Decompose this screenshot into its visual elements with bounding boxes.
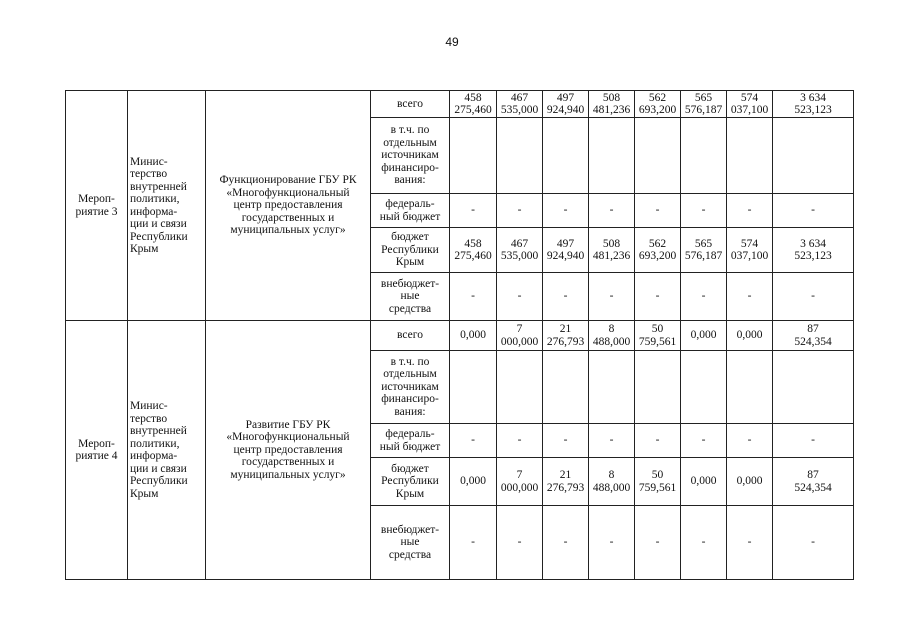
year-value-cell: -	[589, 273, 635, 321]
total-value-cell: -	[773, 194, 854, 228]
year-value-cell: 574 037,100	[727, 91, 773, 118]
measure-cell: Мероп- риятие 3	[66, 91, 128, 321]
year-value-cell: -	[635, 194, 681, 228]
total-value-cell: 3 634 523,123	[773, 228, 854, 273]
funding-source-cell: федераль- ный бюджет	[371, 424, 450, 458]
year-value-cell: 458 275,460	[450, 91, 497, 118]
year-value-cell: 0,000	[450, 321, 497, 351]
table-row	[66, 91, 854, 118]
year-value-cell: 0,000	[727, 321, 773, 351]
year-value-cell: -	[727, 273, 773, 321]
year-value-cell: -	[727, 424, 773, 458]
budget-table	[65, 90, 854, 580]
year-value-cell: -	[681, 273, 727, 321]
year-value-cell: -	[497, 273, 543, 321]
funding-source-cell: всего	[371, 91, 450, 118]
year-value-cell: -	[589, 194, 635, 228]
year-value-cell: 8 488,000	[589, 458, 635, 506]
funding-source-cell: федераль- ный бюджет	[371, 194, 450, 228]
year-value-cell: -	[543, 424, 589, 458]
year-value-cell	[543, 351, 589, 424]
year-value-cell: 0,000	[681, 321, 727, 351]
year-value-cell: -	[727, 506, 773, 580]
total-value-cell	[773, 351, 854, 424]
year-value-cell	[589, 351, 635, 424]
funding-source-cell: в т.ч. по отдельным источникам финансиро- вания:	[371, 351, 450, 424]
year-value-cell: 458 275,460	[450, 228, 497, 273]
year-value-cell: -	[450, 506, 497, 580]
year-value-cell: 497 924,940	[543, 228, 589, 273]
description-cell: Функционирование ГБУ РК «Многофункциональный центр предоставления государственных и муниципальных услуг»	[206, 91, 371, 321]
year-value-cell: 562 693,200	[635, 228, 681, 273]
year-value-cell: 574 037,100	[727, 228, 773, 273]
year-value-cell	[450, 118, 497, 194]
funding-source-cell: внебюджет- ные средства	[371, 273, 450, 321]
funding-source-cell: внебюджет- ные средства	[371, 506, 450, 580]
funding-source-cell: бюджет Республики Крым	[371, 228, 450, 273]
year-value-cell: 8 488,000	[589, 321, 635, 351]
total-value-cell: -	[773, 273, 854, 321]
total-value-cell: -	[773, 424, 854, 458]
funding-source-cell: бюджет Республики Крым	[371, 458, 450, 506]
year-value-cell: -	[635, 506, 681, 580]
page-number: 49	[445, 35, 459, 49]
year-value-cell	[681, 118, 727, 194]
year-value-cell	[727, 351, 773, 424]
table-row	[66, 321, 854, 351]
year-value-cell: -	[497, 506, 543, 580]
year-value-cell: 0,000	[727, 458, 773, 506]
measure-cell: Мероп- риятие 4	[66, 321, 128, 580]
year-value-cell: 21 276,793	[543, 458, 589, 506]
year-value-cell: 7 000,000	[497, 458, 543, 506]
funding-source-cell: в т.ч. по отдельным источникам финансиро- вания:	[371, 118, 450, 194]
year-value-cell: 562 693,200	[635, 91, 681, 118]
year-value-cell: -	[589, 424, 635, 458]
total-value-cell: -	[773, 506, 854, 580]
year-value-cell: 565 576,187	[681, 228, 727, 273]
year-value-cell: -	[450, 273, 497, 321]
year-value-cell: 508 481,236	[589, 228, 635, 273]
year-value-cell	[635, 118, 681, 194]
year-value-cell: -	[497, 424, 543, 458]
total-value-cell: 87 524,354	[773, 321, 854, 351]
year-value-cell: -	[497, 194, 543, 228]
executor-cell: Минис- терство внутренней политики, информа- ции и связи Республики Крым	[128, 321, 206, 580]
total-value-cell: 3 634 523,123	[773, 91, 854, 118]
year-value-cell: 565 576,187	[681, 91, 727, 118]
year-value-cell: -	[543, 194, 589, 228]
year-value-cell	[497, 118, 543, 194]
year-value-cell: -	[450, 424, 497, 458]
year-value-cell: -	[681, 424, 727, 458]
year-value-cell: 7 000,000	[497, 321, 543, 351]
description-cell: Развитие ГБУ РК «Многофункциональный центр предоставления государственных и муниципальных услуг»	[206, 321, 371, 580]
year-value-cell: -	[450, 194, 497, 228]
year-value-cell: 21 276,793	[543, 321, 589, 351]
year-value-cell: -	[681, 194, 727, 228]
year-value-cell	[589, 118, 635, 194]
executor-cell: Минис- терство внутренней политики, информа- ции и связи Республики Крым	[128, 91, 206, 321]
funding-source-cell: всего	[371, 321, 450, 351]
year-value-cell: 508 481,236	[589, 91, 635, 118]
year-value-cell	[450, 351, 497, 424]
year-value-cell: 467 535,000	[497, 91, 543, 118]
year-value-cell: 0,000	[450, 458, 497, 506]
year-value-cell	[497, 351, 543, 424]
year-value-cell: 50 759,561	[635, 321, 681, 351]
year-value-cell: -	[727, 194, 773, 228]
year-value-cell: -	[681, 506, 727, 580]
year-value-cell	[635, 351, 681, 424]
year-value-cell: 497 924,940	[543, 91, 589, 118]
total-value-cell: 87 524,354	[773, 458, 854, 506]
year-value-cell: 50 759,561	[635, 458, 681, 506]
year-value-cell: -	[635, 273, 681, 321]
total-value-cell	[773, 118, 854, 194]
year-value-cell	[543, 118, 589, 194]
year-value-cell	[727, 118, 773, 194]
year-value-cell: 0,000	[681, 458, 727, 506]
year-value-cell: -	[543, 506, 589, 580]
year-value-cell: -	[635, 424, 681, 458]
year-value-cell: 467 535,000	[497, 228, 543, 273]
year-value-cell	[681, 351, 727, 424]
year-value-cell: -	[543, 273, 589, 321]
year-value-cell: -	[589, 506, 635, 580]
